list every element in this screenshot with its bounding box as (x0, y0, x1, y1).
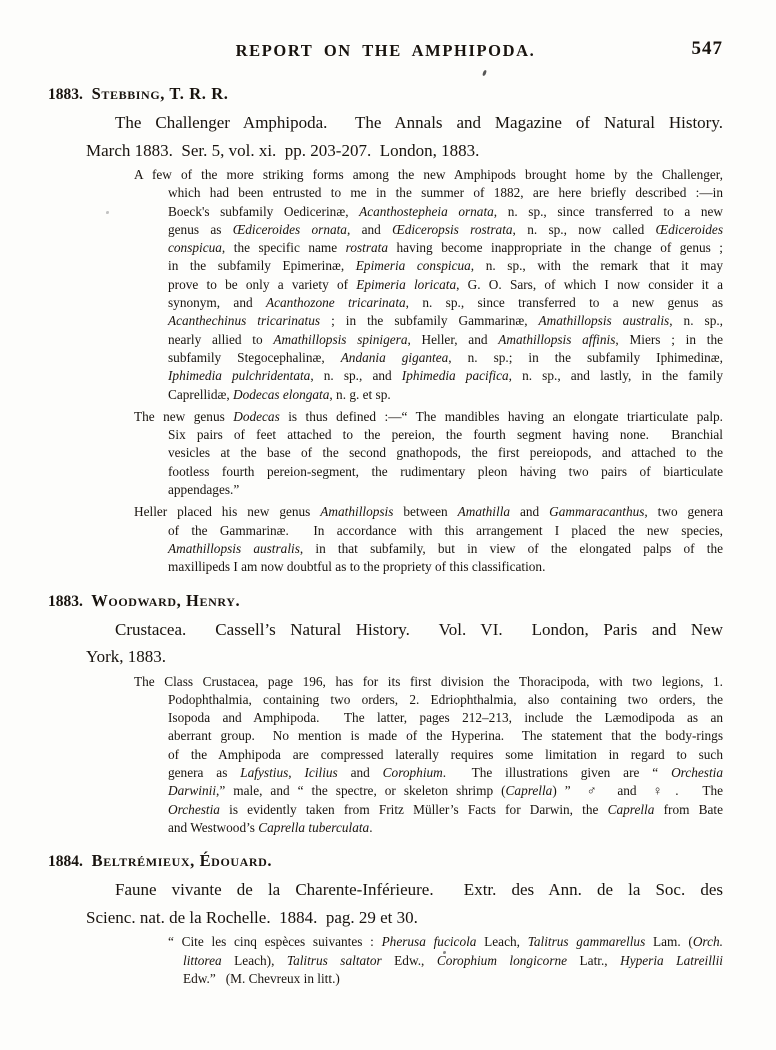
entry-year: 1883. (48, 86, 83, 103)
annotation-paragraph (168, 933, 723, 988)
entry-author: Stebbing, T. R. R. (86, 84, 229, 103)
text-line: and Westwood’s Caprella tuberculata. (168, 819, 373, 835)
text-line: Six pairs of feet attached to the pereion, the fourth segment having none. Branchial (168, 427, 723, 443)
bibliography-entry (48, 591, 723, 838)
text-line: Scienc. nat. de la Rochelle. 1884. pag. 29 et 30. (86, 907, 418, 927)
text-line: Heller placed his new genus Amathillopsis between Amathilla and Gammaracanthus, two genera (134, 504, 723, 520)
text-line: Crustacea. Cassell’s Natural History. Vol. VI. London, Paris and New (115, 619, 723, 639)
entry-citation (86, 876, 723, 931)
text-line: Isopoda and Amphipoda. The latter, pages 212–213, include the Læmodipoda as an (168, 710, 723, 726)
annotation-paragraph (134, 408, 723, 499)
text-line: Iphimedia pulchridentata, n. sp., and Iphimedia pacifica, n. sp., and lastly, in the family (168, 368, 723, 384)
text-line: The new genus Dodecas is thus defined :—“ The mandibles having an elongate triarticulate palp. (134, 408, 723, 424)
text-line: footless fourth pereion-segment, the rudimentary pleon having two pairs of biarticulate (168, 463, 723, 479)
text-line: genera as Lafystius, Icilius and Corophium. The illustrations given are “ Orchestia (168, 765, 724, 781)
text-line: subfamily Stegocephalinæ, Andania gigantea, n. sp.; in the subfamily Iphimedinæ, (168, 349, 723, 365)
text-line: York, 1883. (86, 647, 166, 667)
text-line: Orchestia is evidently taken from Fritz Müller’s Facts for Darwin, the Caprella from Bate (168, 801, 723, 817)
entry-heading (48, 851, 723, 872)
entry-annotation (168, 933, 723, 988)
text-line: conspicua, the specific name rostrata having become inappropriate in the change of genus ; (168, 240, 723, 256)
entry-citation (86, 109, 723, 164)
running-header (48, 38, 723, 61)
text-line: Caprellidæ, Dodecas elongata, n. g. et sp. (168, 386, 391, 402)
text-line: A few of the more striking forms among the new Amphipods brought home by the Challenger, (134, 167, 723, 182)
text-line: prove to be only a variety of Epimeria loricata, G. O. Sars, of which I now consider it a (168, 276, 723, 292)
entry-citation (86, 616, 723, 671)
bibliography-entry (48, 84, 723, 577)
entry-author: Woodward, Henry. (86, 590, 241, 610)
page-number: 547 (691, 38, 723, 59)
text-line: aberrant group. No mention is made of the Hyperina. The statement that the body-rings (168, 728, 723, 744)
text-line: The Class Crustacea, page 196, has for its first division the Thoracipoda, with two legions, 1. (134, 673, 723, 689)
text-line: which had been entrusted to me in the summer of 1882, are here briefly described :—in (168, 185, 723, 201)
ink-speck (482, 70, 487, 77)
text-line: littorea Leach), Talitrus saltator Edw., Corophium longicorne Latr., Hyperia Latreillii (183, 952, 723, 968)
text-line: Boeck's subfamily Oedicerinæ, Acanthostepheia ornata, n. sp., since transferred to a new (168, 203, 723, 219)
annotation-paragraph (134, 166, 724, 404)
entry-heading (48, 84, 723, 105)
bibliography-entry (48, 851, 723, 988)
bibliography-list (48, 84, 723, 1002)
text-line: maxillipeds I am now doubtful as to the propriety of this classification. (168, 559, 546, 575)
text-line: of the Amphipoda are compressed laterally requires some limitation in regard to such (168, 746, 723, 762)
text-line: in the subfamily Epimerinæ, Epimeria conspicua, n. sp., with the remark that it may (168, 258, 724, 274)
text-line: Edw.” (M. Chevreux in litt.) (183, 970, 340, 986)
text-line: synonym, and Acanthozone tricarinata, n. sp., since transferred to a new genus as (168, 295, 724, 311)
text-line: appendages.” (168, 482, 240, 498)
text-line: of the Gammarinæ. In accordance with this arrangement I placed the new species, (168, 522, 723, 538)
entry-year: 1884. (48, 853, 83, 871)
entry-year: 1883. (48, 592, 83, 610)
text-line: Amathillopsis australis, in that subfamily, but in view of the elongated palps of the (168, 540, 723, 556)
entry-annotation (134, 673, 724, 838)
text-line: Acanthechinus tricarinatus ; in the subfamily Gammarinæ, Amathillopsis australis, n. sp., (168, 313, 723, 329)
text-line: Podophthalmia, containing two orders, 2. Edriophthalmia, also containing two orders, the (168, 691, 723, 707)
text-line: The Challenger Amphipoda. The Annals and Magazine of Natural History. (115, 113, 723, 132)
entry-heading (48, 591, 723, 612)
text-line: nearly allied to Amathillopsis spinigera, Heller, and Amathillopsis affinis, Miers ; in the (168, 331, 723, 347)
entry-annotation (134, 166, 724, 577)
text-line: genus as Œdiceroides ornata, and Œdiceropsis rostrata, n. sp., now called Œdiceroides (168, 221, 723, 237)
running-header-title: REPORT ON THE AMPHIPODA. (235, 41, 536, 60)
entry-author: Beltrémieux, Édouard. (86, 851, 273, 871)
annotation-paragraph (134, 673, 724, 838)
text-line: March 1883. Ser. 5, vol. xi. pp. 203-207. London, 1883. (86, 140, 480, 160)
text-line: “ Cite les cinq espèces suivantes : Pherusa fucicola Leach, Talitrus gammarellus Lam. (Orch. (168, 934, 723, 950)
text-line: Darwinii,” male, and “ the spectre, or skeleton shrimp (Caprella) ” ♂ and ♀ . The (168, 783, 723, 799)
annotation-paragraph (134, 503, 723, 576)
text-line: Faune vivante de la Charente-Inférieure. Extr. des Ann. de la Soc. des (115, 880, 723, 900)
text-line: vesicles at the base of the second gnathopods, the first pereiopods, and attached to the (168, 445, 723, 461)
